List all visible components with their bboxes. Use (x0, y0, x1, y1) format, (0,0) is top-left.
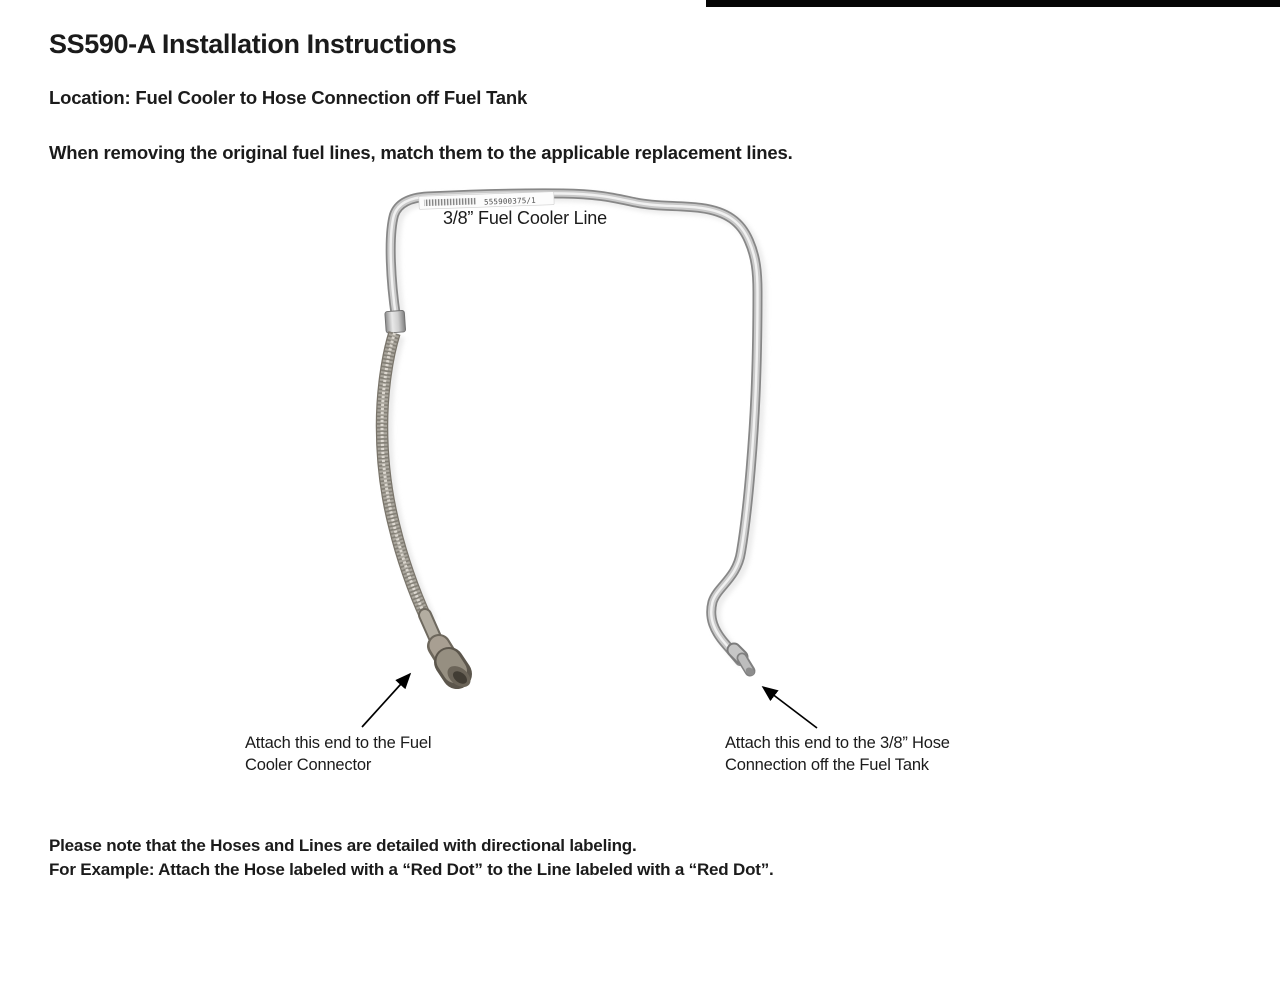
left-callout-line1: Attach this end to the Fuel (245, 734, 432, 752)
right-callout-arrow (763, 687, 817, 728)
part-label: 3/8” Fuel Cooler Line (443, 208, 607, 228)
note-line2: For Example: Attach the Hose labeled with a “Red Dot” to the Line labeled with a “Red Dot”. (49, 860, 774, 879)
fuel-cooler-hard-line (391, 193, 758, 661)
right-callout (725, 732, 950, 776)
braided-hose (382, 333, 427, 619)
cooler-connector-nut (425, 615, 474, 691)
removal-instruction: When removing the original fuel lines, match them to the applicable replacement lines. (49, 142, 793, 163)
right-callout-line2: Connection off the Fuel Tank (725, 756, 929, 774)
right-callout-line1: Attach this end to the 3/8” Hose (725, 734, 950, 752)
sticker-part-number: 555900375/1 (483, 195, 537, 207)
note-line1: Please note that the Hoses and Lines are detailed with directional labeling. (49, 836, 637, 855)
ferrule-collar (385, 310, 406, 333)
left-callout (245, 732, 431, 776)
directional-labeling-note (49, 834, 774, 882)
left-callout-arrow (362, 674, 410, 727)
fuel-line-photo (330, 175, 840, 735)
photo-shadow (386, 196, 762, 664)
page-title: SS590-A Installation Instructions (49, 29, 457, 59)
location-line: Location: Fuel Cooler to Hose Connection off Fuel Tank (49, 87, 528, 108)
top-edge-bar (706, 0, 1280, 7)
left-callout-line2: Cooler Connector (245, 756, 372, 774)
